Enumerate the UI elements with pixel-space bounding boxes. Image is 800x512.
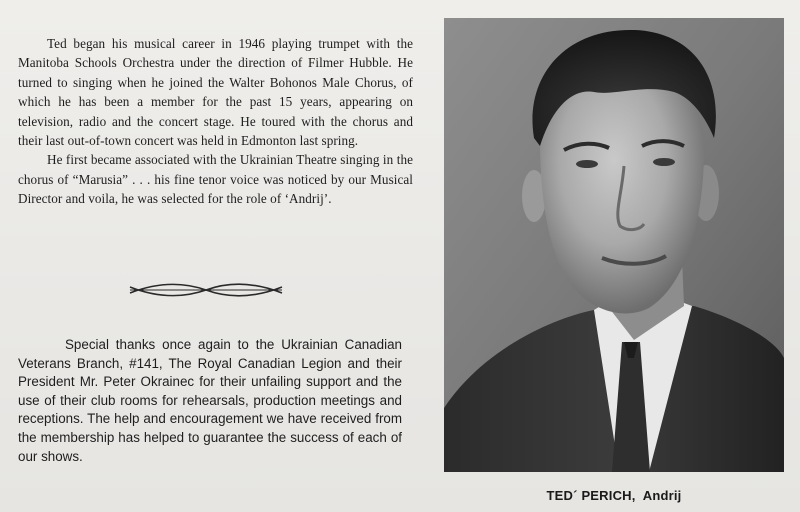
bio-paragraph-1: Ted began his musical career in 1946 playing trumpet with the Manitoba Schools Orchestra under the direction of Filmer Hubble. He turned to singing when he joined the Walter Bohonos Male Chorus, of which he has been a member for the past 15 years, appearing on television, radio and the concert stage. He toured with the chorus and their last out-of-town concert was held in Edmonton last spring.	[18, 36, 413, 149]
caption-name: TED´ PERICH,	[546, 488, 636, 503]
bio-paragraph-2: He first became associated with the Ukrainian Theatre singing in the chorus of “Marusia” . . . his fine tenor voice was noticed by our Musical Director and voila, he was selected for the role of ‘Andrij’.	[18, 152, 413, 207]
portrait-photo	[444, 18, 784, 472]
caption-role: Andrij	[642, 488, 682, 503]
decorative-divider	[128, 278, 284, 302]
biography-text	[18, 34, 413, 209]
acknowledgement-text	[18, 336, 402, 466]
photo-caption	[444, 488, 784, 503]
thanks-paragraph: Special thanks once again to the Ukrainian Canadian Veterans Branch, #141, The Royal Canadian Legion and their President Mr. Peter Okrainec for their unfailing support and the use of their club rooms for rehearsals, production meetings and receptions. The help and encouragement we have received from the membership has helped to guarantee the success of each of our shows.	[18, 337, 402, 464]
portrait-image	[444, 18, 784, 472]
